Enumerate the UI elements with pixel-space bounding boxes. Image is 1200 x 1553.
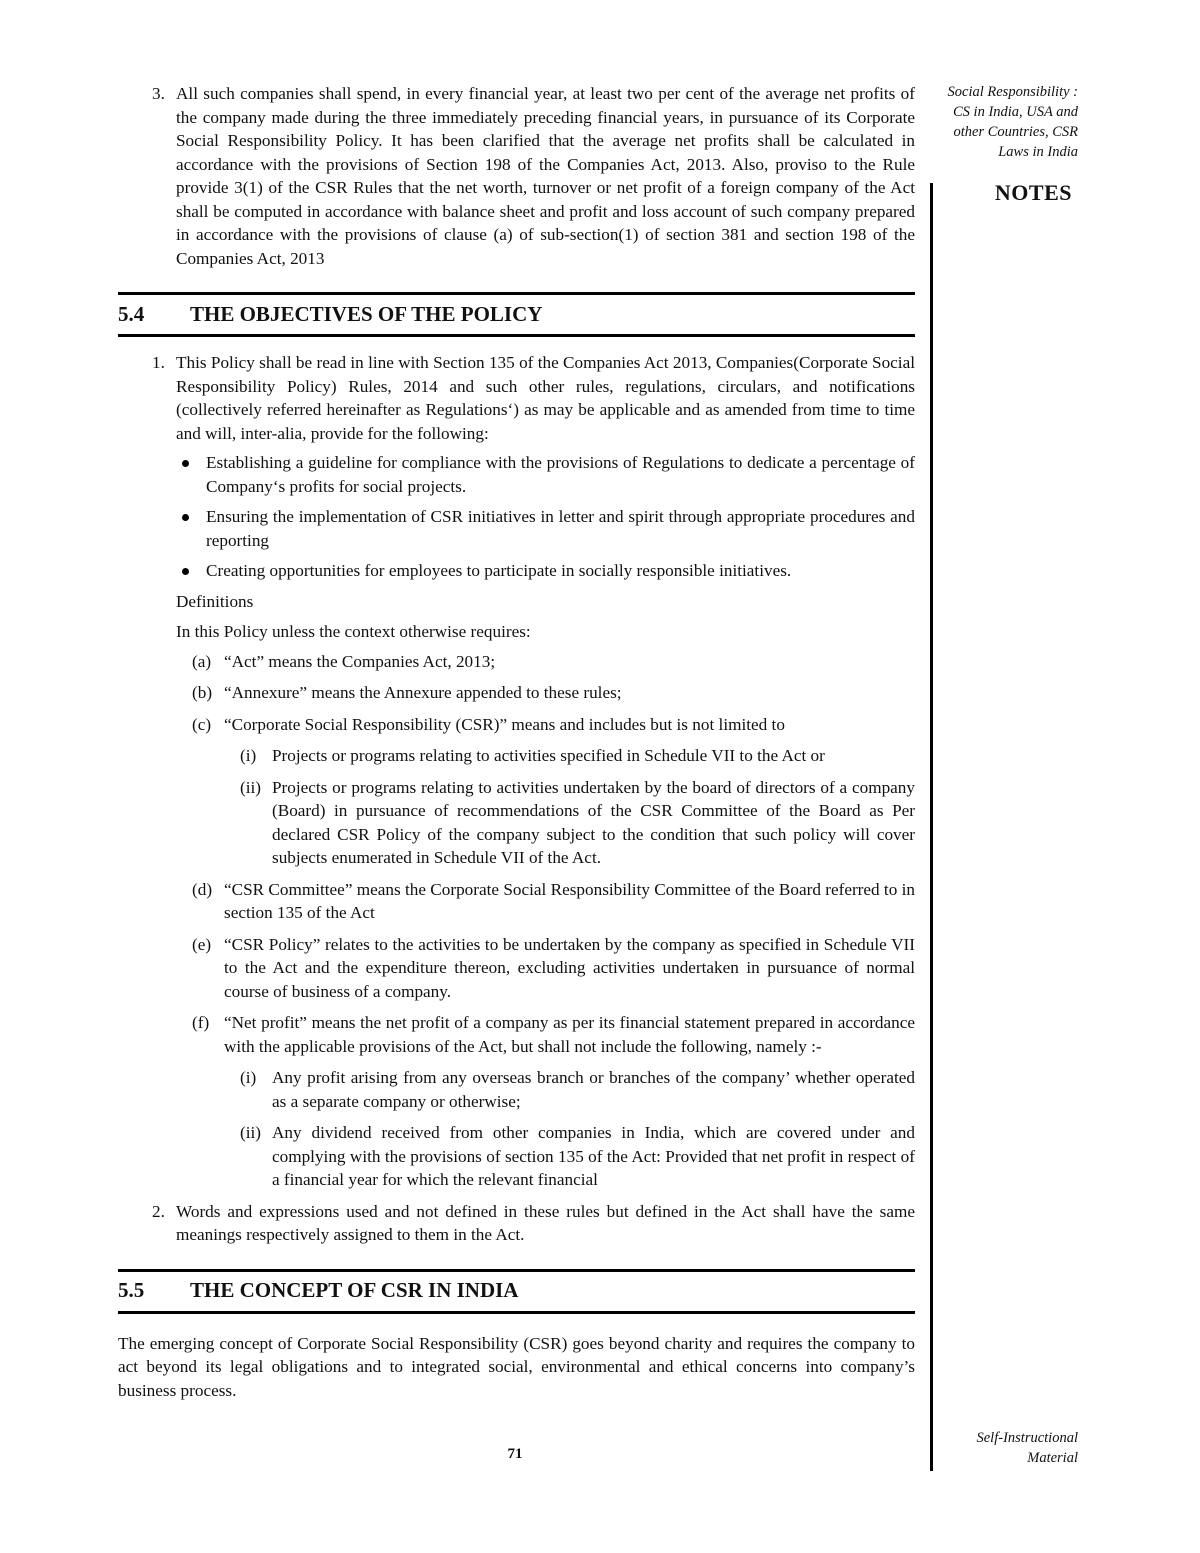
- definitions-intro: In this Policy unless the context otherwise requires:: [176, 622, 531, 641]
- bullet-item: Creating opportunities for employees to participate in socially responsible initiatives.: [176, 559, 915, 583]
- definition-label: (e): [192, 934, 212, 954]
- definition-label: (d): [192, 879, 213, 899]
- list-number: 3.: [152, 84, 165, 103]
- sub-definition-text: Projects or programs relating to activities specified in Schedule VII to the Act or: [272, 746, 825, 765]
- list-item-text: Words and expressions used and not defined in these rules but defined in the Act shall have the same meanings respectively assigned to them in the Act.: [176, 1201, 915, 1244]
- main-content: [118, 82, 915, 1402]
- sub-definition-item: [118, 776, 915, 870]
- list-item-text: All such companies shall spend, in every financial year, at least two per cent of the average net profits of the company made during the three immediately preceding financial years, in pursuance of its Corporate Social Responsibility Policy. It has been clarified that the average net profits shall be calculated in accordance with the provisions of Section 198 of the Companies Act, 2013. Also, proviso to the Rule provide 3(1) of the CSR Rules that the net worth, turnover or net profit of a foreign company of the Act shall be computed in accordance with balance sheet and profit and loss account of such company prepared in accordance with the provisions of clause (a) of sub-section(1) of section 381 and section 198 of the Companies Act, 2013: [176, 84, 915, 268]
- margin-divider: [930, 183, 933, 1471]
- sub-definition-label: (i): [240, 746, 257, 765]
- list-item-3: [118, 82, 915, 270]
- definition-label: (f): [192, 1013, 210, 1032]
- list-item-1: [118, 351, 915, 644]
- definition-text: “CSR Committee” means the Corporate Social Responsibility Committee of the Board referred to in section 135 of the Act: [224, 879, 915, 922]
- sub-definition-text: Any profit arising from any overseas branch or branches of the company’ whether operated as a separate company or otherwise;: [272, 1068, 915, 1111]
- sub-definition-item: [118, 744, 915, 768]
- bullet-icon: [182, 460, 189, 467]
- footer-label: Self-Instructional Material: [976, 1430, 1078, 1466]
- section-title: THE OBJECTIVES OF THE POLICY: [190, 301, 543, 326]
- definition-text: “Annexure” means the Annexure appended to these rules;: [224, 683, 622, 702]
- running-head: Social Responsibility : CS in India, USA and other Countries, CSR Laws in India: [947, 84, 1078, 160]
- definition-item: [118, 681, 915, 705]
- page-number: 71: [507, 1446, 523, 1462]
- sub-definition-item: [118, 1066, 915, 1113]
- definition-item: [118, 650, 915, 674]
- definition-item: [118, 713, 915, 737]
- definition-label: (c): [192, 714, 212, 734]
- notes-label: NOTES: [994, 180, 1072, 205]
- bullet-icon: [182, 568, 189, 575]
- bullet-item: Ensuring the implementation of CSR initiatives in letter and spirit through appropriate procedures and reporting: [176, 505, 915, 552]
- list-item-2: [118, 1200, 915, 1247]
- section-heading-5-4: [118, 292, 915, 337]
- sub-definition-text: Projects or programs relating to activities undertaken by the board of directors of a company (Board) in pursuance of recommendations of the CSR Committee of the Board as Per declared CSR Policy of the company subject to the condition that such policy will cover subjects enumerated in Schedule VII of the Act.: [272, 777, 915, 867]
- section-title: THE CONCEPT OF CSR IN INDIA: [190, 1278, 519, 1303]
- section-number: 5.5: [118, 1278, 145, 1303]
- definition-item: [118, 1011, 915, 1058]
- sub-definition-label: (ii): [240, 777, 261, 797]
- definition-text: “Act” means the Companies Act, 2013;: [224, 651, 496, 671]
- sub-definition-text: Any dividend received from other companies in India, which are covered under and complying with the provisions of section 135 of the Act: Provided that net profit in respect of a financial year for which the relevant financial: [272, 1123, 915, 1189]
- definition-item: [118, 878, 915, 925]
- definition-text: “Net profit” means the net profit of a company as per its financial statement prepared in accordance with the applicable provisions of the Act, but shall not include the following, namely :-: [224, 1013, 915, 1056]
- objectives-bullet-list: [176, 451, 915, 583]
- section-number: 5.4: [118, 301, 145, 326]
- definition-text: “CSR Policy” relates to the activities to be undertaken by the company as specified in Schedule VII to the Act and the expenditure thereon, excluding activities undertaken in pursuance of normal course of business of a company.: [224, 934, 915, 1001]
- list-number: 2.: [152, 1201, 165, 1221]
- definition-label: (b): [192, 683, 213, 702]
- sub-definition-label: (i): [240, 1068, 257, 1087]
- bullet-icon: [182, 514, 189, 521]
- concept-paragraph: The emerging concept of Corporate Social Responsibility (CSR) goes beyond charity and requires the company to act beyond its legal obligations and to integrated social, environmental and ethical concerns into company’s business process.: [118, 1333, 915, 1400]
- bullet-item: Establishing a guideline for compliance with the provisions of Regulations to dedicate a percentage of Company‘s profits for social projects.: [176, 451, 915, 498]
- definitions-heading: Definitions: [176, 591, 254, 611]
- sub-definition-label: (ii): [240, 1123, 261, 1142]
- definition-item: [118, 933, 915, 1004]
- list-number: 1.: [152, 353, 165, 372]
- list-item-text: This Policy shall be read in line with Section 135 of the Companies Act 2013, Companies(Corporate Social Responsibility Policy) Rules, 2014 and such other rules, regulations, circulars, and notifications (collectively referred hereinafter as Regulations‘) as may be applicable and as amended from time to time and will, inter-alia, provide for the following:: [176, 353, 915, 443]
- definition-label: (a): [192, 651, 212, 671]
- definition-text: “Corporate Social Responsibility (CSR)” means and includes but is not limited to: [224, 714, 785, 734]
- sub-definition-item: [118, 1121, 915, 1192]
- section-heading-5-5: [118, 1269, 915, 1314]
